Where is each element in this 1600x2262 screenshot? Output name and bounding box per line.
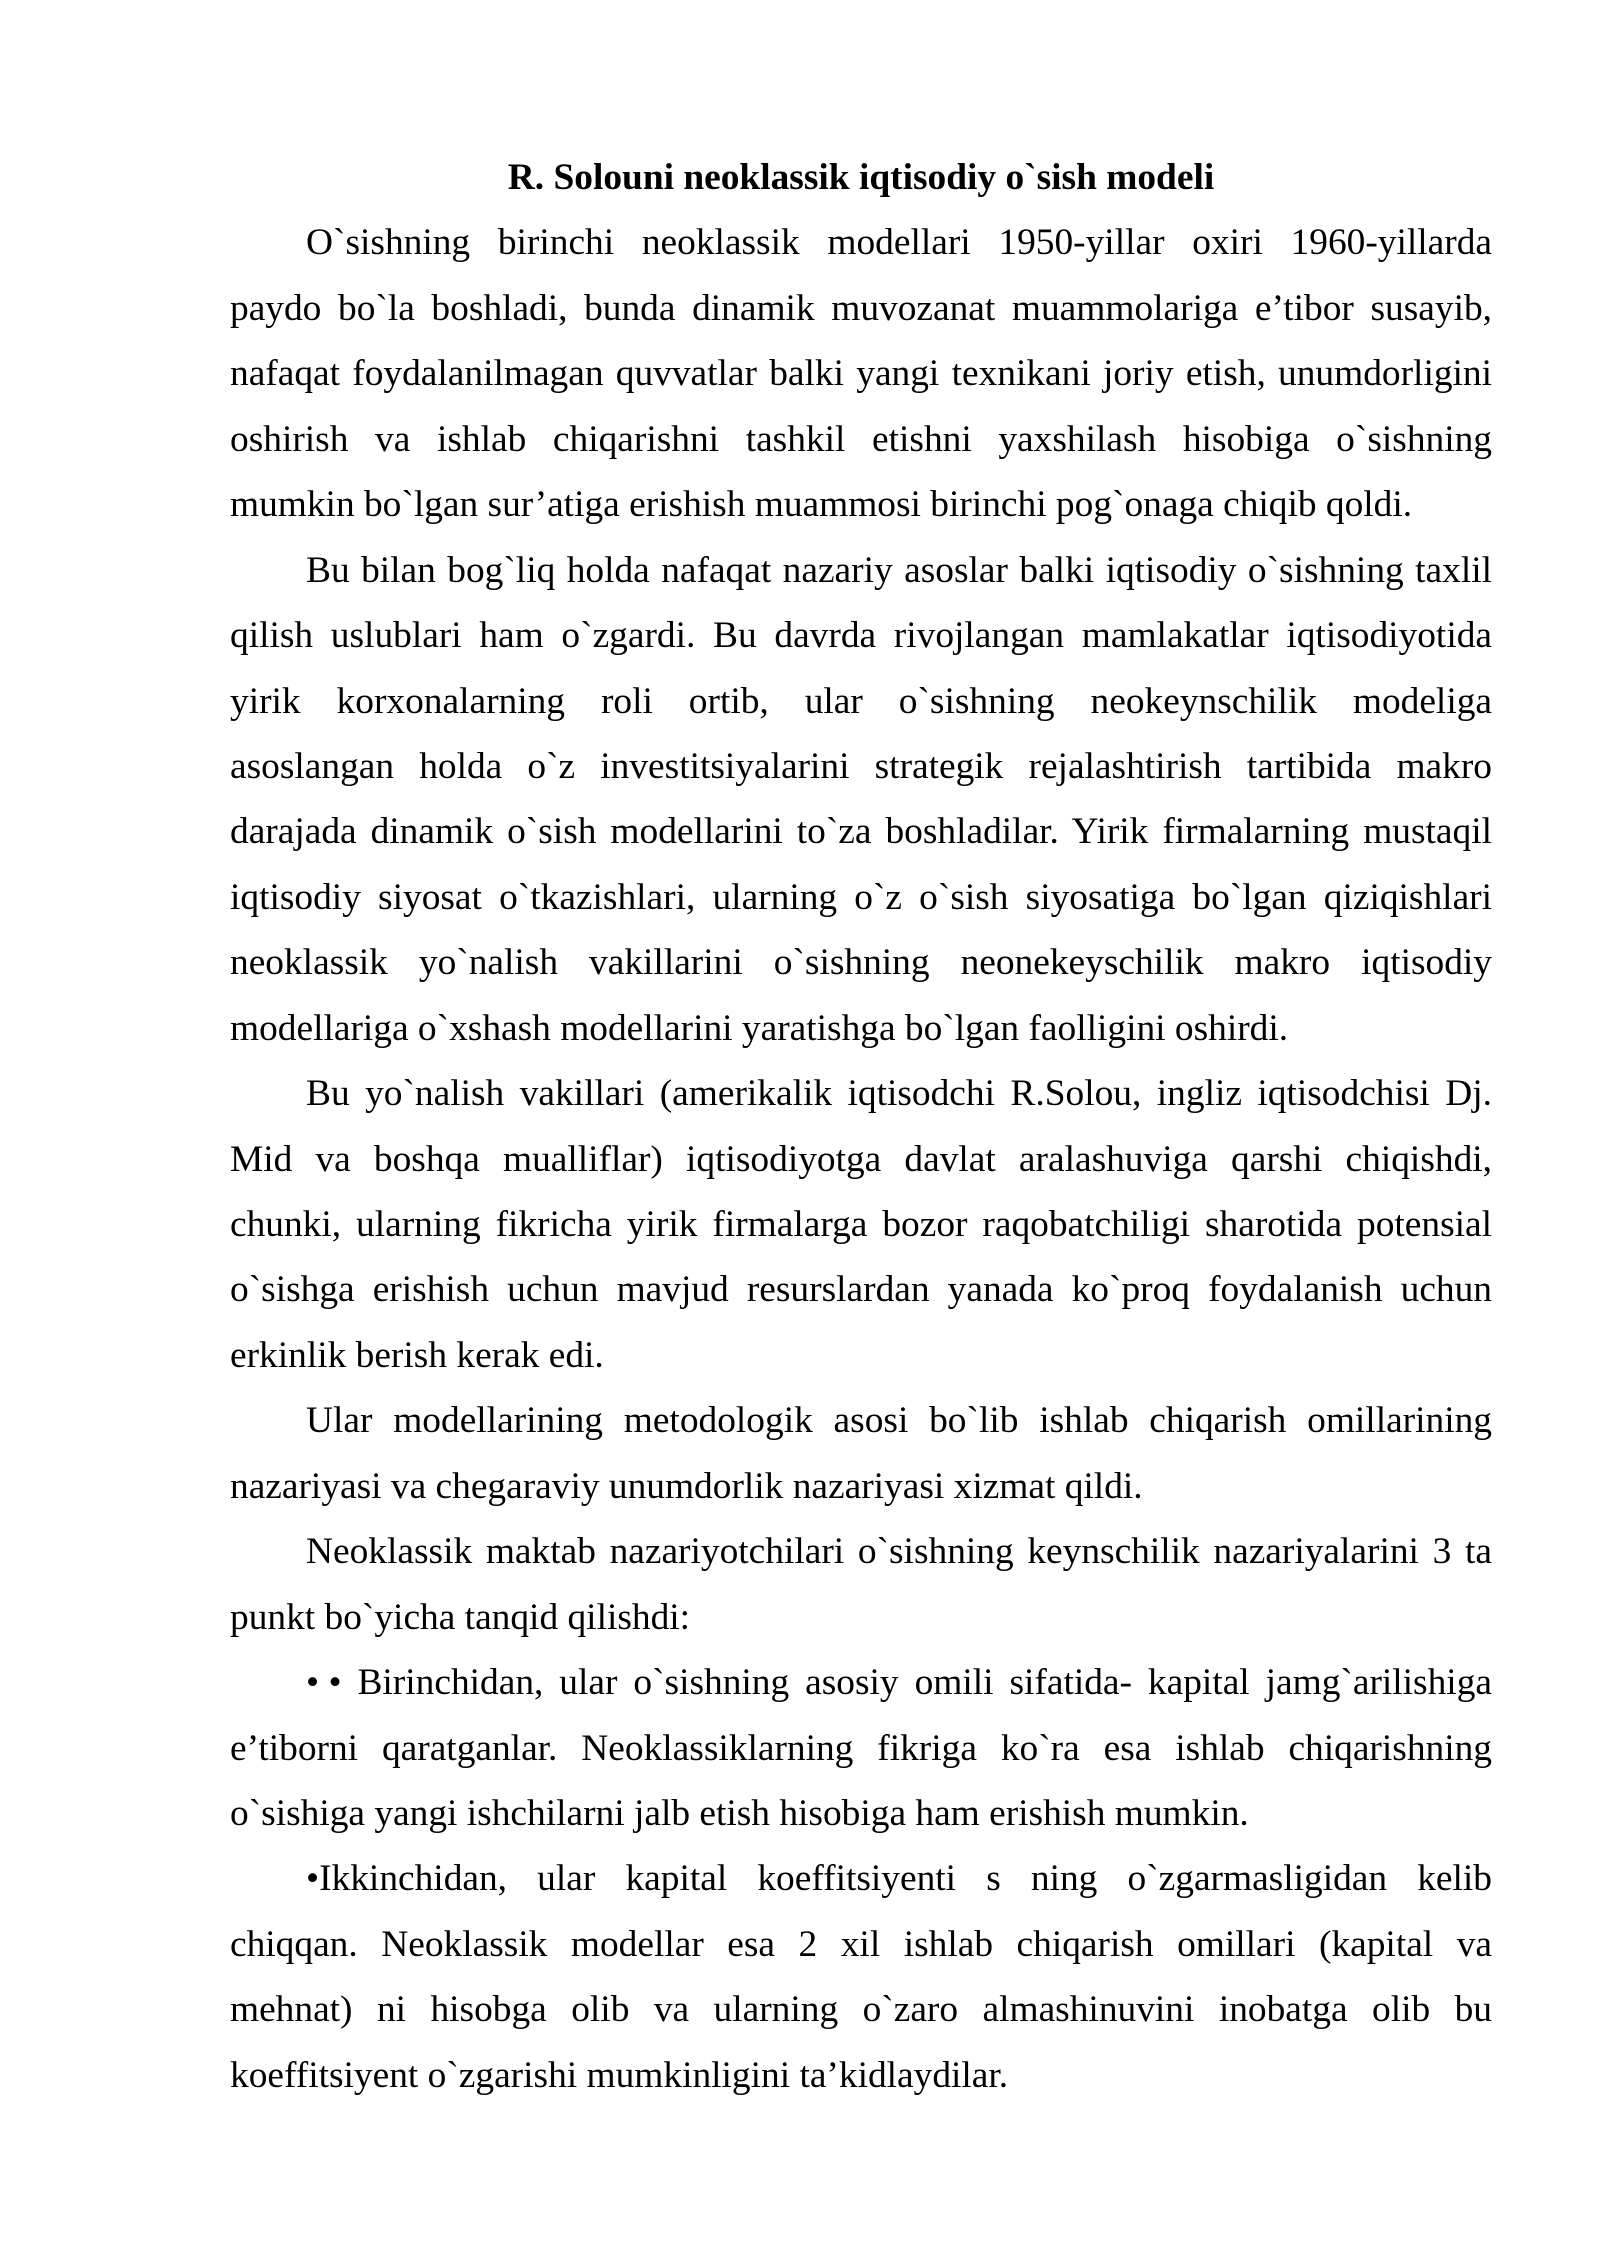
- paragraph: [230, 1388, 1492, 1519]
- text-line: [230, 1650, 1492, 1715]
- text-line: mehnat) ni hisobga olib va ularning o`zaro almashinuvini inobatga olib bu: [230, 1989, 1492, 2031]
- text-line: koeffitsiyent o`zgarishi mumkinligini ta’kidlaydilar.: [230, 2054, 1009, 2096]
- text-line: chiqqan. Neoklassik modellar esa 2 xil ishlab chiqarish omillari (kapital va: [230, 1923, 1492, 1965]
- paragraph: [230, 1061, 1492, 1388]
- paragraph: [230, 538, 1492, 1062]
- text-line: [230, 1846, 1492, 1911]
- text-line: Mid va boshqa mualliflar) iqtisodiyotga davlat aralashuviga qarshi chiqishdi,: [230, 1138, 1492, 1180]
- text-line: paydo bo`la boshladi, bunda dinamik muvozanat muammolariga e’tibor susayib,: [230, 287, 1492, 329]
- text-line: modellariga o`xshash modellarini yaratishga bo`lgan faolligini oshirdi.: [230, 1007, 1289, 1049]
- text-line: mumkin bo`lgan sur’atiga erishish muammosi birinchi pog`onaga chiqib qoldi.: [230, 484, 1413, 526]
- list-item: [230, 1650, 1492, 1846]
- document-title: R. Solouni neoklassik iqtisodiy o`sish modeli: [507, 157, 1215, 198]
- bullet-marker: • •: [306, 1662, 342, 1704]
- text-line: darajada dinamik o`sish modellarini to`za boshladilar. Yirik firmalarning mustaqil: [230, 811, 1492, 853]
- text-line: Bu bilan bog`liq holda nafaqat nazariy asoslar balki iqtisodiy o`sishning taxlil: [306, 549, 1492, 591]
- text-line: neoklassik yo`nalish vakillarini o`sishning neonekeyschilik makro iqtisodiy: [230, 942, 1492, 984]
- text-line: O`sishning birinchi neoklassik modellari 1950-yillar oxiri 1960-yillarda: [306, 222, 1492, 264]
- text-line: iqtisodiy siyosat o`tkazishlari, ularning o`z o`sish siyosatiga bo`lgan qiziqishlari: [230, 876, 1492, 918]
- text-line: yirik korxonalarning roli ortib, ular o`sishning neokeynschilik modeliga: [230, 680, 1492, 722]
- text-line: Bu yo`nalish vakillari (amerikalik iqtisodchi R.Solou, ingliz iqtisodchisi Dj.: [306, 1073, 1492, 1115]
- text-line: Ular modellarining metodologik asosi bo`lib ishlab chiqarish omillarining: [306, 1400, 1492, 1442]
- text-line: asoslangan holda o`z investitsiyalarini strategik rejalashtirish tartibida makro: [230, 745, 1492, 787]
- paragraph: [230, 210, 1492, 537]
- text-line: qilish uslublari ham o`zgardi. Bu davrda rivojlangan mamlakatlar iqtisodiyotida: [230, 615, 1492, 657]
- text-line: o`sishga erishish uchun mavjud resurslardan yanada ko`proq foydalanish uchun: [230, 1269, 1492, 1311]
- document-body: [230, 145, 1492, 2108]
- text-line: o`sishiga yangi ishchilarni jalb etish hisobiga ham erishish mumkin.: [230, 1792, 1249, 1834]
- text-line: nafaqat foydalanilmagan quvvatlar balki yangi texnikani joriy etish, unumdorligini: [230, 353, 1492, 395]
- text-line: erkinlik berish kerak edi.: [230, 1334, 604, 1376]
- text-line: punkt bo`yicha tanqid qilishdi:: [230, 1596, 691, 1638]
- list-item-text: Ikkinchidan, ular kapital koeffitsiyenti s ning o`zgarmasligidan kelib: [319, 1858, 1492, 1900]
- list-item: [230, 1846, 1492, 2108]
- text-line: oshirish va ishlab chiqarishni tashkil etishni yaxshilash hisobiga o`sishning: [230, 418, 1492, 460]
- text-line: chunki, ularning fikricha yirik firmalarga bozor raqobatchiligi sharotida potensial: [230, 1204, 1492, 1245]
- text-line: e’tiborni qaratganlar. Neoklassiklarning fikriga ko`ra esa ishlab chiqarishning: [230, 1727, 1492, 1769]
- bullet-marker: •: [306, 1858, 320, 1900]
- text-line: nazariyasi va chegaraviy unumdorlik nazariyasi xizmat qildi.: [230, 1465, 1143, 1507]
- list-item-text: Birinchidan, ular o`sishning asosiy omili sifatida- kapital jamg`arilishiga: [357, 1662, 1492, 1704]
- paragraph: [230, 1519, 1492, 1650]
- text-line: Neoklassik maktab nazariyotchilari o`sishning keynschilik nazariyalarini 3 ta: [306, 1531, 1492, 1573]
